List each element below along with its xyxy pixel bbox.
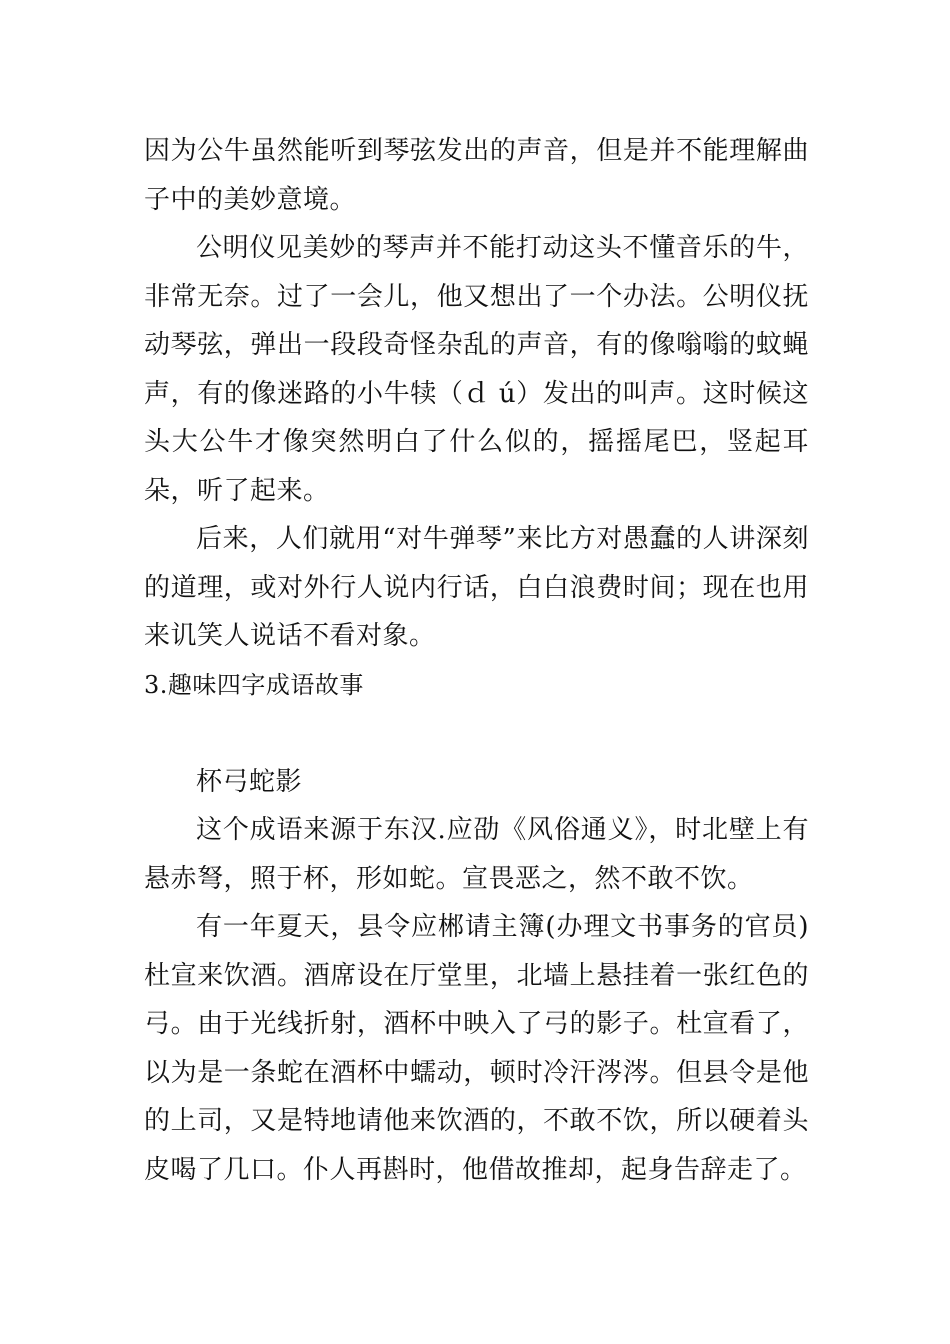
paragraph-3: 后来，人们就用“对牛弹琴”来比方对愚蠢的人讲深刻的道理，或对外行人说内行话，白白浪费时间；现在也用来讥笑人说话不看对象。: [144, 524, 809, 651]
section-heading: 3.趣味四字成语故事: [144, 670, 364, 699]
blank-line: [144, 709, 809, 758]
paragraph-2: 公明仪见美妙的琴声并不能打动这头不懂音乐的牛，非常无奈。过了一会儿，他又想出了一个办法。公明仪抚动琴弦，弹出一段段奇怪杂乱的声音，有的像嗡嗡的蚊蝇声，有的像迷路的小牛犊（ｄ ú）发出的叫声。这时候这头大公牛才像突然明白了什么似的，摇摇尾巴，竖起耳朵，听了起来。: [144, 233, 809, 506]
document-body: [144, 127, 809, 1194]
paragraph-5: 有一年夏天，县令应郴请主簿(办理文书事务的官员)杜宣来饮酒。酒席设在厅堂里，北墙上悬挂着一张红色的弓。由于光线折射，酒杯中映入了弓的影子。杜宣看了，以为是一条蛇在酒杯中蠕动，顿时冷汗涔涔。但县令是他的上司，又是特地请他来饮酒的，不敢不饮，所以硬着头皮喝了几口。仆人再斟时，他借故推却，起身告辞走了。: [144, 912, 809, 1185]
paragraph-4: 这个成语来源于东汉.应劭《风俗通义》，时北壁上有悬赤弩，照于杯，形如蛇。宣畏恶之，然不敢不饮。: [144, 815, 809, 894]
story-title: 杯弓蛇影: [196, 766, 303, 797]
paragraph-1: 因为公牛虽然能听到琴弦发出的声音，但是并不能理解曲子中的美妙意境。: [144, 136, 809, 215]
